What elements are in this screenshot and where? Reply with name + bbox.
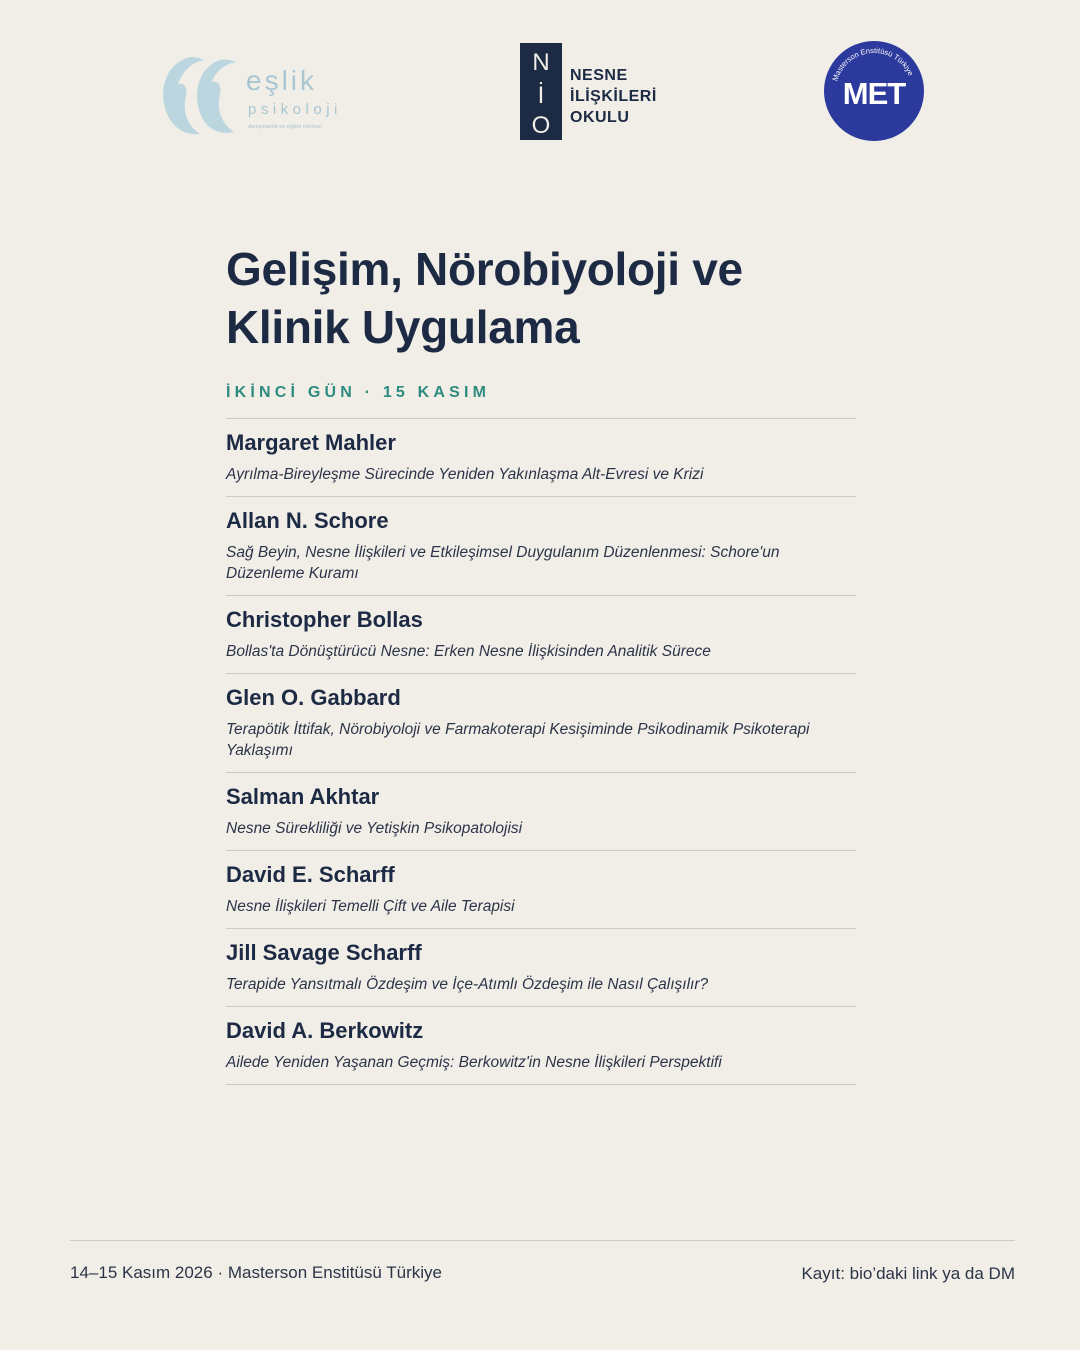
footer-date-venue: 14–15 Kasım 2026 · Masterson Enstitüsü Türkiye: [70, 1263, 442, 1282]
met-logo: [823, 40, 925, 142]
speaker-name: Salman Akhtar: [226, 784, 380, 809]
nio-mark: [520, 43, 562, 140]
talk-topic: Sağ Beyin, Nesne İlişkileri ve Etkileşimsel Duygulanım Düzenlenmesi: Schore'un Düzenleme Kuramı: [226, 544, 780, 582]
title-line-2: Klinik Uygulama: [226, 301, 580, 353]
speaker-name: David A. Berkowitz: [226, 1018, 424, 1043]
list-item: [226, 674, 856, 773]
list-item: [226, 596, 856, 674]
list-item: [226, 1007, 856, 1085]
nio-letter-o: O: [531, 112, 551, 139]
logo-bar: [0, 40, 1080, 150]
speaker-name: David E. Scharff: [226, 862, 395, 887]
nio-line-1: NESNE: [570, 67, 628, 84]
title-line-1: Gelişim, Nörobiyoloji ve: [226, 243, 743, 295]
speaker-name: Jill Savage Scharff: [226, 940, 422, 965]
eslik-logo: [160, 52, 360, 142]
speaker-name: Allan N. Schore: [226, 508, 389, 533]
list-item: [226, 497, 856, 596]
talk-topic: Terapötik İttifak, Nörobiyoloji ve Farmakoterapi Kesişiminde Psikodinamik Psikoterapi Yaklaşımı: [226, 721, 810, 759]
met-ring-text: Masterson Enstitüsü Türkiye: [830, 45, 916, 83]
speaker-name: Glen O. Gabbard: [226, 685, 401, 710]
nio-logo: [520, 43, 680, 143]
footer: [70, 1240, 1015, 1283]
footer-registration: Kayıt: bio’daki link ya da DM: [801, 1264, 1015, 1283]
eslik-sub: psikoloji: [248, 101, 342, 118]
nio-line-3: OKULU: [570, 109, 630, 126]
speaker-name: Margaret Mahler: [226, 430, 396, 455]
nio-letter-i: İ: [537, 82, 545, 109]
list-item: [226, 929, 856, 1007]
talk-topic: Nesne İlişkileri Temelli Çift ve Aile Terapisi: [226, 898, 515, 915]
main-content: [226, 240, 856, 1085]
nio-wordmark: [570, 65, 657, 128]
speaker-name: Christopher Bollas: [226, 607, 423, 632]
page-title: [226, 240, 856, 356]
speaker-list: [226, 418, 856, 1085]
talk-topic: Ayrılma-Bireyleşme Sürecinde Yeniden Yakınlaşma Alt-Evresi ve Krizi: [226, 466, 704, 483]
list-item: [226, 773, 856, 851]
nio-letter-n: N: [532, 49, 550, 76]
talk-topic: Bollas'ta Dönüştürücü Nesne: Erken Nesne İlişkisinden Analitik Sürece: [226, 643, 711, 660]
day-label: İKİNCİ GÜN · 15 KASIM: [226, 384, 491, 401]
talk-topic: Ailede Yeniden Yaşanan Geçmiş: Berkowitz'in Nesne İlişkileri Perspektifi: [226, 1054, 722, 1071]
talk-topic: Nesne Sürekliliği ve Yetişkin Psikopatolojisi: [226, 820, 523, 837]
eslik-tagline: danışmanlık ve eğitim merkezi: [248, 124, 322, 130]
nio-line-2: İLİŞKİLERİ: [570, 88, 657, 105]
list-item: [226, 851, 856, 929]
talk-topic: Terapide Yansıtmalı Özdeşim ve İçe-Atımlı Özdeşim ile Nasıl Çalışılır?: [226, 976, 709, 993]
eslik-name: eşlik: [246, 65, 318, 96]
list-item: [226, 419, 856, 497]
met-letters: MET: [842, 76, 906, 111]
